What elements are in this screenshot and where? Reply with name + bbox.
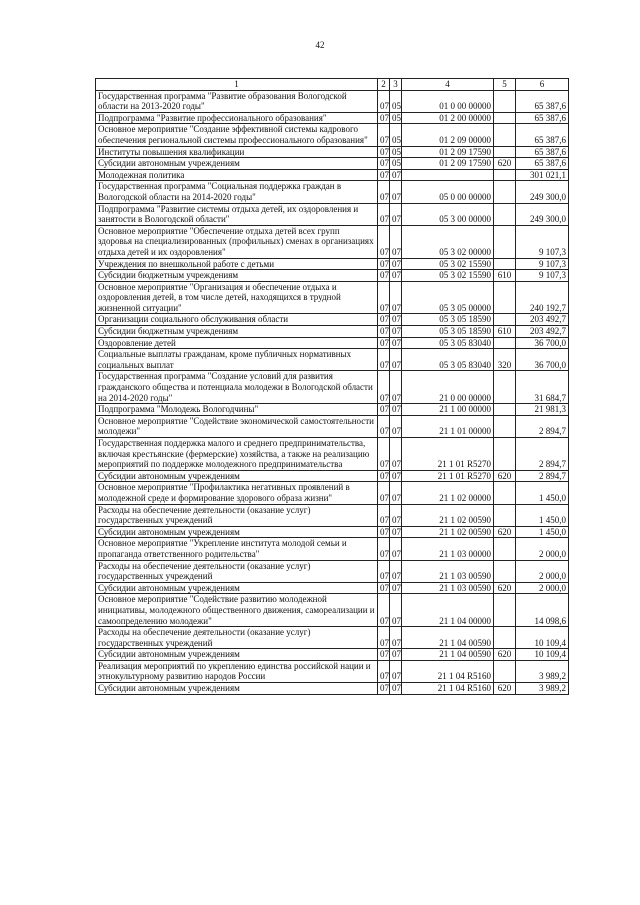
- cell-amount: 249 300,0: [516, 181, 569, 203]
- cell-name: Основное мероприятие "Содействие экономической самостоятельности молодежи": [96, 415, 378, 437]
- cell-name: Субсидии автономным учреждениям: [96, 526, 378, 538]
- cell-subsection: 07: [390, 560, 402, 582]
- cell-amount: 1 450,0: [516, 526, 569, 538]
- cell-expense-type: [494, 124, 516, 146]
- cell-expense-type: [494, 314, 516, 326]
- table-body: [96, 90, 569, 694]
- cell-expense-type: [494, 146, 516, 158]
- cell-subsection: 07: [390, 225, 402, 258]
- header-cell-expense-type: 5: [494, 79, 516, 91]
- cell-expense-type: [494, 660, 516, 682]
- cell-name: Расходы на обеспечение деятельности (оказание услуг) государственных учреждений: [96, 504, 378, 526]
- cell-amount: 301 021,1: [516, 169, 569, 181]
- cell-name: Реализация мероприятий по укреплению единства российской нации и этнокультурному развитию народов России: [96, 660, 378, 682]
- cell-target-article: 21 1 02 00590: [402, 526, 494, 538]
- cell-target-article: 21 1 03 00000: [402, 538, 494, 560]
- cell-name: Основное мероприятие "Содействие развитию молодежной инициативы, молодежного общественного движения, самореализации и самоопределению молодежи": [96, 594, 378, 627]
- cell-expense-type: [494, 112, 516, 124]
- cell-name: Субсидии автономным учреждениям: [96, 470, 378, 482]
- cell-expense-type: [494, 404, 516, 416]
- table-row: [96, 526, 569, 538]
- cell-amount: 1 450,0: [516, 504, 569, 526]
- cell-amount: 9 107,3: [516, 225, 569, 258]
- header-cell-amount: 6: [516, 79, 569, 91]
- cell-target-article: 05 3 05 83040: [402, 337, 494, 349]
- cell-expense-type: [494, 203, 516, 225]
- cell-target-article: 21 1 00 00000: [402, 404, 494, 416]
- budget-table: [95, 78, 569, 695]
- table-row: [96, 314, 569, 326]
- cell-section: 07: [378, 504, 390, 526]
- cell-target-article: 05 3 02 00000: [402, 225, 494, 258]
- cell-subsection: 07: [390, 582, 402, 594]
- cell-subsection: 07: [390, 404, 402, 416]
- cell-section: 07: [378, 582, 390, 594]
- cell-section: 07: [378, 258, 390, 270]
- cell-target-article: 21 1 01 R5270: [402, 438, 494, 471]
- cell-target-article: 21 1 02 00590: [402, 504, 494, 526]
- cell-subsection: 05: [390, 112, 402, 124]
- table-header-row: [96, 79, 569, 91]
- cell-name: Государственная программа "Развитие образования Вологодской области на 2013-2020 годы": [96, 90, 378, 112]
- cell-expense-type: 620: [494, 470, 516, 482]
- cell-section: 07: [378, 404, 390, 416]
- cell-subsection: 05: [390, 146, 402, 158]
- cell-target-article: 21 1 02 00000: [402, 482, 494, 504]
- cell-section: 07: [378, 438, 390, 471]
- cell-name: Подпрограмма "Молодежь Вологодчины": [96, 404, 378, 416]
- cell-subsection: 05: [390, 90, 402, 112]
- cell-subsection: 07: [390, 169, 402, 181]
- cell-subsection: 07: [390, 660, 402, 682]
- cell-expense-type: [494, 438, 516, 471]
- table-row: [96, 349, 569, 371]
- table-row: [96, 560, 569, 582]
- cell-subsection: 07: [390, 526, 402, 538]
- table-row: [96, 90, 569, 112]
- cell-section: 07: [378, 281, 390, 314]
- cell-amount: 203 492,7: [516, 314, 569, 326]
- cell-name: Учреждения по внешкольной работе с детьми: [96, 258, 378, 270]
- cell-amount: 240 192,7: [516, 281, 569, 314]
- cell-section: 07: [378, 314, 390, 326]
- cell-subsection: 07: [390, 470, 402, 482]
- cell-section: 07: [378, 169, 390, 181]
- cell-amount: 203 492,7: [516, 326, 569, 338]
- table-row: [96, 594, 569, 627]
- table-row: [96, 482, 569, 504]
- cell-subsection: 07: [390, 504, 402, 526]
- cell-name: Подпрограмма "Развитие системы отдыха детей, их оздоровления и занятости в Вологодской области": [96, 203, 378, 225]
- table-row: [96, 415, 569, 437]
- cell-name: Основное мероприятие "Укрепление института молодой семьи и пропаганда ответственного родительства": [96, 538, 378, 560]
- cell-amount: 2 894,7: [516, 470, 569, 482]
- cell-expense-type: [494, 281, 516, 314]
- header-cell-name: 1: [96, 79, 378, 91]
- cell-subsection: 07: [390, 371, 402, 404]
- cell-target-article: 01 0 00 00000: [402, 90, 494, 112]
- cell-name: Субсидии автономным учреждениям: [96, 158, 378, 170]
- table-row: [96, 438, 569, 471]
- cell-section: 07: [378, 225, 390, 258]
- table-row: [96, 146, 569, 158]
- cell-name: Субсидии бюджетным учреждениям: [96, 326, 378, 338]
- cell-target-article: [402, 169, 494, 181]
- cell-expense-type: [494, 482, 516, 504]
- cell-section: 07: [378, 538, 390, 560]
- cell-expense-type: 620: [494, 526, 516, 538]
- cell-name: Подпрограмма "Развитие профессионального образования": [96, 112, 378, 124]
- cell-target-article: 01 2 09 00000: [402, 124, 494, 146]
- header-cell-target-article: 4: [402, 79, 494, 91]
- cell-subsection: 07: [390, 538, 402, 560]
- cell-target-article: 21 1 03 00590: [402, 560, 494, 582]
- cell-name: Организации социального обслуживания области: [96, 314, 378, 326]
- cell-amount: 65 387,6: [516, 112, 569, 124]
- cell-target-article: 05 3 05 18590: [402, 326, 494, 338]
- cell-subsection: 05: [390, 158, 402, 170]
- table-row: [96, 258, 569, 270]
- cell-name: Государственная программа "Создание условий для развития гражданского общества и потенциала молодежи в Вологодской области на 2014-2020 годы": [96, 371, 378, 404]
- cell-amount: 3 989,2: [516, 660, 569, 682]
- cell-amount: 2 894,7: [516, 438, 569, 471]
- cell-subsection: 07: [390, 270, 402, 282]
- cell-target-article: 21 1 04 R5160: [402, 660, 494, 682]
- cell-section: 07: [378, 470, 390, 482]
- table-row: [96, 404, 569, 416]
- cell-name: Основное мероприятие "Создание эффективной системы кадрового обеспечения региональной системы профессионального образования": [96, 124, 378, 146]
- cell-amount: 10 109,4: [516, 649, 569, 661]
- cell-target-article: 05 3 02 15590: [402, 270, 494, 282]
- cell-target-article: 21 1 03 00590: [402, 582, 494, 594]
- cell-amount: 36 700,0: [516, 337, 569, 349]
- cell-name: Расходы на обеспечение деятельности (оказание услуг) государственных учреждений: [96, 560, 378, 582]
- cell-subsection: 07: [390, 314, 402, 326]
- cell-expense-type: [494, 90, 516, 112]
- cell-amount: 9 107,3: [516, 258, 569, 270]
- cell-expense-type: [494, 371, 516, 404]
- cell-subsection: 07: [390, 281, 402, 314]
- cell-target-article: 05 3 05 83040: [402, 349, 494, 371]
- cell-amount: 21 981,3: [516, 404, 569, 416]
- cell-subsection: 07: [390, 337, 402, 349]
- cell-target-article: 05 0 00 00000: [402, 181, 494, 203]
- cell-name: Государственная поддержка малого и среднего предпринимательства, включая крестьянские (фермерские) хозяйства, а также на реализацию мероприятий по поддержке молодежного предпринимательства: [96, 438, 378, 471]
- table-row: [96, 158, 569, 170]
- cell-expense-type: [494, 258, 516, 270]
- cell-name: Субсидии автономным учреждениям: [96, 683, 378, 695]
- cell-amount: 9 107,3: [516, 270, 569, 282]
- cell-subsection: 05: [390, 124, 402, 146]
- cell-expense-type: 620: [494, 683, 516, 695]
- cell-amount: 31 684,7: [516, 371, 569, 404]
- cell-name: Основное мероприятие "Организация и обеспечение отдыха и оздоровления детей, в том числе детей, находящихся в трудной жизненной ситуации": [96, 281, 378, 314]
- cell-expense-type: [494, 504, 516, 526]
- cell-name: Молодежная политика: [96, 169, 378, 181]
- cell-section: 07: [378, 627, 390, 649]
- cell-section: 07: [378, 90, 390, 112]
- table-row: [96, 504, 569, 526]
- cell-section: 07: [378, 371, 390, 404]
- cell-target-article: 21 1 04 00590: [402, 627, 494, 649]
- cell-target-article: 21 1 01 00000: [402, 415, 494, 437]
- cell-name: Основное мероприятие "Обеспечение отдыха детей всех групп здоровья на специализированных (профильных) сменах в организациях отдыха детей и их оздоровления": [96, 225, 378, 258]
- table-row: [96, 270, 569, 282]
- cell-target-article: 05 3 00 00000: [402, 203, 494, 225]
- table-row: [96, 660, 569, 682]
- cell-expense-type: [494, 594, 516, 627]
- cell-section: 07: [378, 660, 390, 682]
- cell-name: Оздоровление детей: [96, 337, 378, 349]
- cell-amount: 14 098,6: [516, 594, 569, 627]
- cell-amount: 65 387,6: [516, 158, 569, 170]
- cell-section: 07: [378, 326, 390, 338]
- cell-subsection: 07: [390, 326, 402, 338]
- cell-expense-type: [494, 627, 516, 649]
- page-number: 42: [315, 40, 325, 50]
- cell-section: 07: [378, 560, 390, 582]
- cell-expense-type: [494, 538, 516, 560]
- table-row: [96, 538, 569, 560]
- cell-amount: 3 989,2: [516, 683, 569, 695]
- table-row: [96, 169, 569, 181]
- cell-section: 07: [378, 124, 390, 146]
- cell-section: 07: [378, 683, 390, 695]
- cell-section: 07: [378, 482, 390, 504]
- cell-section: 07: [378, 349, 390, 371]
- cell-expense-type: [494, 337, 516, 349]
- table-row: [96, 337, 569, 349]
- cell-subsection: 07: [390, 683, 402, 695]
- cell-subsection: 07: [390, 438, 402, 471]
- cell-section: 07: [378, 203, 390, 225]
- cell-subsection: 07: [390, 349, 402, 371]
- cell-target-article: 21 0 00 00000: [402, 371, 494, 404]
- cell-amount: 249 300,0: [516, 203, 569, 225]
- cell-name: Институты повышения квалификации: [96, 146, 378, 158]
- cell-name: Субсидии бюджетным учреждениям: [96, 270, 378, 282]
- cell-subsection: 07: [390, 649, 402, 661]
- table-row: [96, 181, 569, 203]
- cell-expense-type: 620: [494, 649, 516, 661]
- cell-section: 07: [378, 649, 390, 661]
- cell-name: Расходы на обеспечение деятельности (оказание услуг) государственных учреждений: [96, 627, 378, 649]
- table-row: [96, 649, 569, 661]
- cell-amount: 65 387,6: [516, 124, 569, 146]
- cell-target-article: 01 2 09 17590: [402, 146, 494, 158]
- table-row: [96, 470, 569, 482]
- cell-expense-type: 620: [494, 582, 516, 594]
- cell-name: Социальные выплаты гражданам, кроме публичных нормативных социальных выплат: [96, 349, 378, 371]
- cell-target-article: 21 1 04 00000: [402, 594, 494, 627]
- cell-subsection: 07: [390, 181, 402, 203]
- cell-section: 07: [378, 146, 390, 158]
- cell-expense-type: [494, 169, 516, 181]
- cell-expense-type: [494, 560, 516, 582]
- cell-section: 07: [378, 415, 390, 437]
- cell-amount: 2 894,7: [516, 415, 569, 437]
- cell-expense-type: 320: [494, 349, 516, 371]
- cell-expense-type: [494, 415, 516, 437]
- cell-target-article: 21 1 01 R5270: [402, 470, 494, 482]
- cell-subsection: 07: [390, 482, 402, 504]
- header-cell-subsection: 3: [390, 79, 402, 91]
- cell-subsection: 07: [390, 258, 402, 270]
- cell-section: 07: [378, 181, 390, 203]
- table-row: [96, 281, 569, 314]
- cell-target-article: 05 3 02 15590: [402, 258, 494, 270]
- cell-subsection: 07: [390, 594, 402, 627]
- cell-subsection: 07: [390, 627, 402, 649]
- table-row: [96, 124, 569, 146]
- cell-expense-type: 610: [494, 270, 516, 282]
- cell-target-article: 05 3 05 00000: [402, 281, 494, 314]
- cell-amount: 36 700,0: [516, 349, 569, 371]
- cell-section: 07: [378, 526, 390, 538]
- cell-section: 07: [378, 270, 390, 282]
- cell-target-article: 01 2 00 00000: [402, 112, 494, 124]
- table-row: [96, 683, 569, 695]
- cell-subsection: 07: [390, 203, 402, 225]
- table-row: [96, 371, 569, 404]
- cell-expense-type: [494, 181, 516, 203]
- cell-name: Субсидии автономным учреждениям: [96, 649, 378, 661]
- table-row: [96, 203, 569, 225]
- table-row: [96, 225, 569, 258]
- cell-subsection: 07: [390, 415, 402, 437]
- cell-amount: 10 109,4: [516, 627, 569, 649]
- cell-expense-type: 610: [494, 326, 516, 338]
- cell-amount: 65 387,6: [516, 90, 569, 112]
- table-row: [96, 582, 569, 594]
- cell-amount: 65 387,6: [516, 146, 569, 158]
- cell-amount: 2 000,0: [516, 538, 569, 560]
- cell-expense-type: [494, 225, 516, 258]
- table-row: [96, 326, 569, 338]
- cell-section: 07: [378, 594, 390, 627]
- cell-amount: 2 000,0: [516, 560, 569, 582]
- cell-target-article: 21 1 04 00590: [402, 649, 494, 661]
- cell-amount: 1 450,0: [516, 482, 569, 504]
- table-row: [96, 627, 569, 649]
- cell-section: 07: [378, 158, 390, 170]
- cell-name: Субсидии автономным учреждениям: [96, 582, 378, 594]
- cell-name: Основное мероприятие "Профилактика негативных проявлений в молодежной среде и формирование здорового образа жизни": [96, 482, 378, 504]
- cell-section: 07: [378, 337, 390, 349]
- cell-target-article: 21 1 04 R5160: [402, 683, 494, 695]
- cell-target-article: 05 3 05 18590: [402, 314, 494, 326]
- cell-expense-type: 620: [494, 158, 516, 170]
- cell-section: 07: [378, 112, 390, 124]
- cell-name: Государственная программа "Социальная поддержка граждан в Вологодской области на 2014-2020 годы": [96, 181, 378, 203]
- table-row: [96, 112, 569, 124]
- header-cell-section: 2: [378, 79, 390, 91]
- cell-amount: 2 000,0: [516, 582, 569, 594]
- cell-target-article: 01 2 09 17590: [402, 158, 494, 170]
